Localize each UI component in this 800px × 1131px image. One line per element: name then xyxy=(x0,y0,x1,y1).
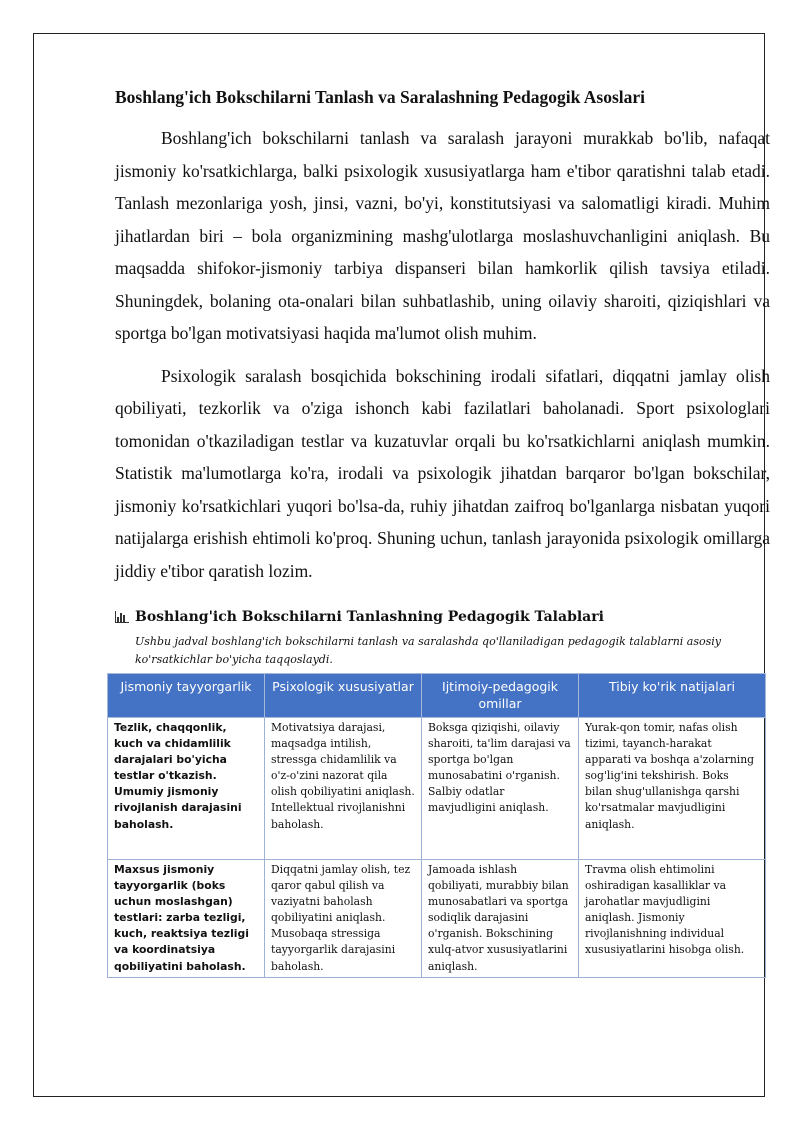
column-header: Psixologik xususiyatlar xyxy=(265,674,422,718)
table-row xyxy=(108,718,766,860)
bar-chart-icon xyxy=(115,611,129,623)
document-title: Boshlang'ich Bokschilarni Tanlash va Saralashning Pedagogik Asoslari xyxy=(115,87,646,107)
table-cell: Diqqatni jamlay olish, tez qaror qabul qilish va vaziyatni baholash qobiliyatini aniqlash. Musobaqa stressiga tayyorgarlik darajasini baholash. xyxy=(265,860,422,978)
table-cell: Motivatsiya darajasi, maqsadga intilish, stressga chidamlilik va o'z-o'zini nazorat qila olish qobiliyatini aniqlash. Intellektual rivojlanishni baholash. xyxy=(265,718,422,860)
table-cell: Jamoada ishlash qobiliyati, murabbiy bilan munosabatlari va sportga sodiqlik darajasini o'rganish. Bokschining xulq-atvor xususiyatlarini aniqlash. xyxy=(422,860,579,978)
table-cell: Boksga qiziqishi, oilaviy sharoiti, ta'lim darajasi va sportga bo'lgan munosabatini o'rganish. Salbiy odatlar mavjudligini aniqlash. xyxy=(422,718,579,860)
table-row xyxy=(108,860,766,978)
table-cell: Tezlik, chaqqonlik, kuch va chidamlilik darajalari bo'yicha testlar o'tkazish. Umumiy jismoniy rivojlanish darajasini baholash. xyxy=(108,718,265,860)
table-heading xyxy=(115,609,770,625)
table-caption: Ushbu jadval boshlang'ich bokschilarni tanlash va saralashda qo'llaniladigan pedagogik talablarni asosiy ko'rsatkichlar bo'yicha taqqoslaydi. xyxy=(135,635,721,666)
column-header: Jismoniy tayyorgarlik xyxy=(108,674,265,718)
table-cell: Travma olish ehtimolini oshiradigan kasalliklar va jarohatlar mavjudligini aniqlash. Jismoniy rivojlanishning individual xususiyatlarini hisobga olish. xyxy=(579,860,766,978)
table-cell: Maxsus jismoniy tayyorgarlik (boks uchun moslashgan) testlari: zarba tezligi, kuch, reaktsiya tezligi va koordinatsiya qobiliyatini baholash. xyxy=(108,860,265,978)
document-body xyxy=(115,86,770,978)
table-title: Boshlang'ich Bokschilarni Tanlashning Pedagogik Talablari xyxy=(135,609,604,625)
paragraph-2: Psixologik saralash bosqichida bokschining irodali sifatlari, diqqatni jamlay olish qobiliyati, tezkorlik va o'ziga ishonch kabi fazilatlari baholanadi. Sport psixologlari tomonidan o'tkaziladigan testlar va kuzatuvlar orqali bu ko'rsatkichlarni aniqlash mumkin. Statistik ma'lumotlarga ko'ra, irodali va psixologik jihatdan barqaror bo'lgan bokschilar, jismoniy ko'rsatkichlari yuqori bo'lsa-da, ruhiy jihatdan zaifroq bo'lganlarga nisbatan yuqori natijalarga erishish ehtimoli ko'proq. Shuning uchun, tanlash jarayonida psixologik omillarga jiddiy e'tibor qaratish lozim. xyxy=(115,365,770,581)
column-header: Ijtimoiy-pedagogik omillar xyxy=(422,674,579,718)
table-cell: Yurak-qon tomir, nafas olish tizimi, tayanch-harakat apparati va boshqa a'zolarning sog'lig'ini tekshirish. Boks bilan shug'ullanishga qarshi ko'rsatmalar mavjudligini aniqlash. xyxy=(579,718,766,860)
paragraph-1: Boshlang'ich bokschilarni tanlash va saralash jarayoni murakkab bo'lib, nafaqat jismoniy ko'rsatkichlarga, balki psixologik xususiyatlarga ham e'tibor qaratishni talab etadi. Tanlash mezonlariga yosh, jinsi, vazni, bo'yi, konstitutsiyasi va salomatligi kiradi. Muhim jihatlardan biri – bola organizmining mashg'ulotlarga moslashuvchanligini aniqlash. Bu maqsadda shifokor-jismoniy tarbiya dispanseri bilan hamkorlik qilish tavsiya etiladi. Shuningdek, bolaning ota-onalari bilan suhbatlashib, uning oilaviy sharoiti, qiziqishlari va sportga bo'lgan motivatsiyasi haqida ma'lumot olish muhim. xyxy=(115,128,770,343)
requirements-table xyxy=(107,673,766,978)
table-header-row xyxy=(108,674,766,718)
column-header: Tibiy ko'rik natijalari xyxy=(579,674,766,718)
